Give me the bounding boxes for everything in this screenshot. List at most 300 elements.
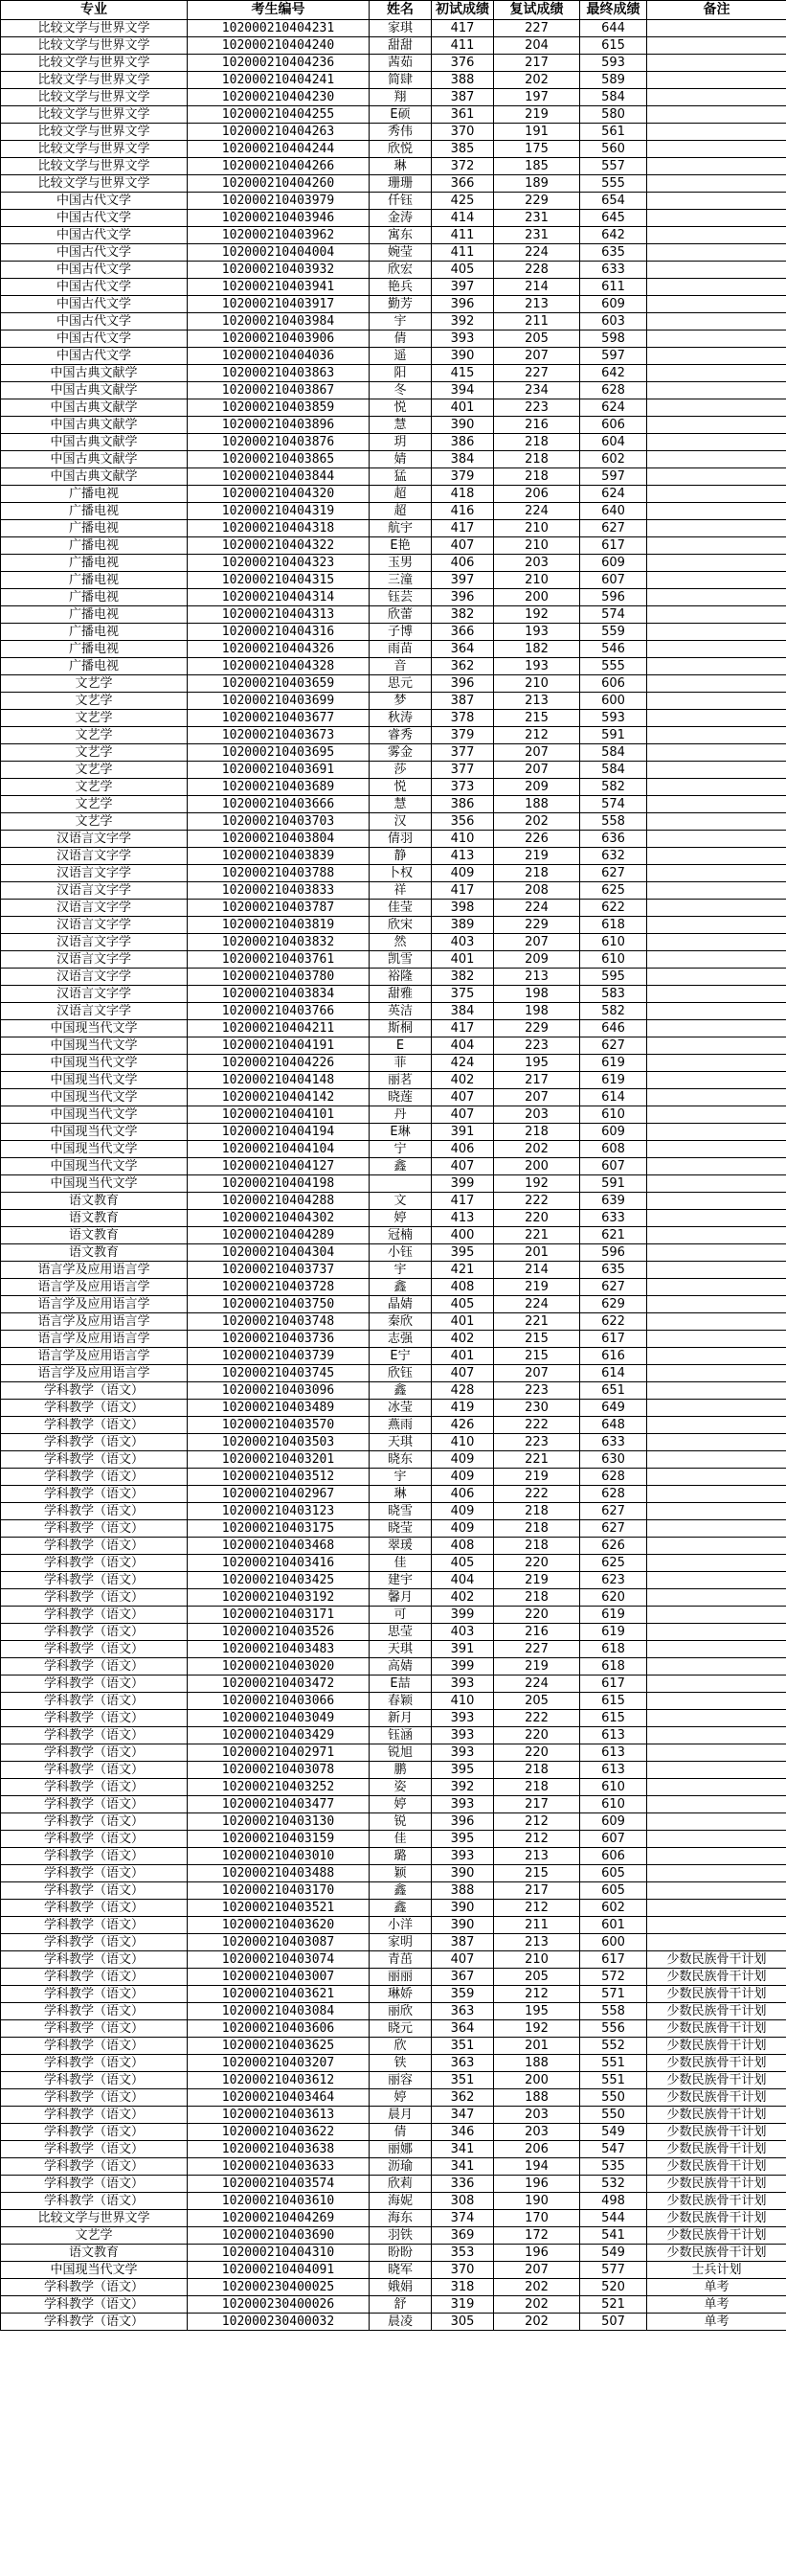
cell-remark (647, 158, 786, 175)
cell-exam-id: 102000210403659 (188, 675, 370, 693)
cell-prelim: 393 (432, 1676, 494, 1693)
cell-retest: 196 (494, 2245, 580, 2262)
cell-remark (647, 1710, 786, 1727)
cell-exam-id: 102000210403574 (188, 2176, 370, 2193)
cell-major: 学科教学（语文） (1, 2107, 188, 2124)
cell-remark (647, 744, 786, 762)
cell-name: 晶婧 (370, 1296, 432, 1313)
cell-name: 钰芸 (370, 589, 432, 606)
cell-retest: 192 (494, 2020, 580, 2038)
cell-name: 欣蕾 (370, 606, 432, 624)
cell-exam-id: 102000210404304 (188, 1244, 370, 1262)
cell-remark (647, 1020, 786, 1037)
table-row (1, 141, 786, 158)
table-row (1, 262, 786, 279)
cell-prelim: 390 (432, 417, 494, 434)
cell-exam-id: 102000210404255 (188, 106, 370, 124)
cell-final: 547 (580, 2141, 647, 2158)
cell-final: 617 (580, 1951, 647, 1969)
cell-major: 中国古典文献学 (1, 434, 188, 451)
cell-prelim: 386 (432, 434, 494, 451)
cell-major: 学科教学（语文） (1, 1727, 188, 1744)
cell-remark (647, 72, 786, 89)
cell-exam-id: 102000210404198 (188, 1175, 370, 1193)
cell-exam-id: 102000210403084 (188, 2003, 370, 2020)
cell-major: 中国现当代文学 (1, 2262, 188, 2279)
cell-prelim: 361 (432, 106, 494, 124)
cell-name: 宇 (370, 1262, 432, 1279)
cell-prelim: 428 (432, 1382, 494, 1400)
cell-prelim: 415 (432, 365, 494, 382)
cell-final: 521 (580, 2296, 647, 2314)
cell-name: 秀伟 (370, 124, 432, 141)
cell-prelim: 356 (432, 813, 494, 831)
cell-retest: 203 (494, 1106, 580, 1124)
cell-retest: 231 (494, 227, 580, 244)
cell-name: 佳 (370, 1831, 432, 1848)
cell-exam-id: 102000210404328 (188, 658, 370, 675)
cell-retest: 227 (494, 1641, 580, 1658)
cell-prelim: 393 (432, 1796, 494, 1813)
cell-final: 544 (580, 2210, 647, 2227)
table-row (1, 1210, 786, 1227)
cell-retest: 227 (494, 365, 580, 382)
cell-name: 玥 (370, 434, 432, 451)
cell-final: 535 (580, 2158, 647, 2176)
cell-major: 文艺学 (1, 813, 188, 831)
cell-name: 欣宏 (370, 262, 432, 279)
cell-final: 605 (580, 1865, 647, 1882)
cell-major: 语言学及应用语言学 (1, 1331, 188, 1348)
cell-retest: 206 (494, 2141, 580, 2158)
cell-name: 可 (370, 1607, 432, 1624)
cell-prelim: 409 (432, 1469, 494, 1486)
cell-prelim: 417 (432, 882, 494, 900)
cell-exam-id: 102000210403087 (188, 1934, 370, 1951)
cell-remark: 少数民族骨干计划 (647, 2089, 786, 2107)
cell-exam-id: 102000210403175 (188, 1520, 370, 1538)
cell-name: 娥娟 (370, 2279, 432, 2296)
cell-retest: 223 (494, 1382, 580, 1400)
cell-major: 学科教学（语文） (1, 1555, 188, 1572)
cell-final: 602 (580, 451, 647, 468)
cell-major: 学科教学（语文） (1, 2314, 188, 2331)
cell-name: 欣宋 (370, 917, 432, 934)
cell-retest: 200 (494, 2072, 580, 2089)
cell-name: 超 (370, 486, 432, 503)
cell-final: 557 (580, 158, 647, 175)
cell-retest: 207 (494, 1365, 580, 1382)
cell-retest: 217 (494, 1072, 580, 1089)
cell-exam-id: 102000210403941 (188, 279, 370, 296)
cell-prelim: 425 (432, 193, 494, 210)
cell-exam-id: 102000210403736 (188, 1331, 370, 1348)
cell-exam-id: 102000210403007 (188, 1969, 370, 1986)
cell-final: 635 (580, 1262, 647, 1279)
cell-exam-id: 102000210404148 (188, 1072, 370, 1089)
cell-remark (647, 20, 786, 37)
cell-major: 汉语言文字学 (1, 900, 188, 917)
table-row (1, 2124, 786, 2141)
cell-exam-id: 102000210403699 (188, 693, 370, 710)
cell-final: 618 (580, 1658, 647, 1676)
cell-retest: 222 (494, 1486, 580, 1503)
cell-final: 615 (580, 1693, 647, 1710)
cell-major: 语言学及应用语言学 (1, 1348, 188, 1365)
table-row (1, 900, 786, 917)
cell-name: 沥瑜 (370, 2158, 432, 2176)
cell-major: 中国古代文学 (1, 262, 188, 279)
cell-remark (647, 1296, 786, 1313)
cell-exam-id: 102000210404322 (188, 537, 370, 555)
table-row (1, 175, 786, 193)
cell-major: 中国现当代文学 (1, 1037, 188, 1055)
cell-retest: 219 (494, 848, 580, 865)
table-row (1, 1900, 786, 1917)
cell-major: 广播电视 (1, 572, 188, 589)
cell-remark (647, 589, 786, 606)
cell-retest: 217 (494, 1882, 580, 1900)
cell-final: 602 (580, 1900, 647, 1917)
cell-final: 646 (580, 1020, 647, 1037)
cell-exam-id: 102000210403859 (188, 399, 370, 417)
table-row (1, 1848, 786, 1865)
cell-retest: 202 (494, 72, 580, 89)
cell-major: 广播电视 (1, 589, 188, 606)
cell-final: 552 (580, 2038, 647, 2055)
cell-prelim: 341 (432, 2141, 494, 2158)
cell-final: 609 (580, 1124, 647, 1141)
cell-remark (647, 796, 786, 813)
cell-exam-id: 102000210403666 (188, 796, 370, 813)
cell-name: 晨月 (370, 2107, 432, 2124)
cell-final: 628 (580, 1486, 647, 1503)
table-row (1, 1710, 786, 1727)
table-row (1, 1313, 786, 1331)
table-row (1, 106, 786, 124)
cell-exam-id: 102000210403984 (188, 313, 370, 331)
header-final-score: 最终成绩 (580, 1, 647, 20)
cell-prelim: 362 (432, 658, 494, 675)
cell-exam-id: 102000210403761 (188, 951, 370, 969)
cell-prelim: 401 (432, 1313, 494, 1331)
cell-major: 汉语言文字学 (1, 917, 188, 934)
cell-prelim: 366 (432, 175, 494, 193)
cell-prelim: 372 (432, 158, 494, 175)
cell-remark: 少数民族骨干计划 (647, 2072, 786, 2089)
table-row (1, 1589, 786, 1607)
cell-retest: 195 (494, 2003, 580, 2020)
cell-prelim: 382 (432, 606, 494, 624)
cell-prelim: 393 (432, 1727, 494, 1744)
cell-remark (647, 1469, 786, 1486)
cell-exam-id: 102000210403748 (188, 1313, 370, 1331)
cell-major: 文艺学 (1, 2227, 188, 2245)
cell-retest: 210 (494, 1951, 580, 1969)
cell-exam-id: 102000210403521 (188, 1900, 370, 1917)
table-row (1, 727, 786, 744)
cell-name: 海妮 (370, 2193, 432, 2210)
cell-remark (647, 1451, 786, 1469)
table-row (1, 2089, 786, 2107)
cell-remark (647, 1227, 786, 1244)
cell-name: 子博 (370, 624, 432, 641)
cell-major: 中国现当代文学 (1, 1141, 188, 1158)
cell-retest: 217 (494, 1796, 580, 1813)
cell-prelim: 351 (432, 2072, 494, 2089)
cell-retest: 218 (494, 468, 580, 486)
cell-major: 语文教育 (1, 1193, 188, 1210)
cell-exam-id: 102000210403078 (188, 1762, 370, 1779)
cell-retest: 203 (494, 2124, 580, 2141)
cell-remark (647, 537, 786, 555)
table-row (1, 1951, 786, 1969)
cell-major: 学科教学（语文） (1, 1589, 188, 1607)
cell-retest: 194 (494, 2158, 580, 2176)
cell-retest: 190 (494, 2193, 580, 2210)
cell-name: 璐 (370, 1848, 432, 1865)
cell-remark: 少数民族骨干计划 (647, 1969, 786, 1986)
cell-remark: 少数民族骨干计划 (647, 2020, 786, 2038)
cell-name: 新月 (370, 1710, 432, 1727)
cell-exam-id: 102000210404323 (188, 555, 370, 572)
cell-exam-id: 102000210404236 (188, 55, 370, 72)
header-major: 专业 (1, 1, 188, 20)
cell-retest: 218 (494, 1538, 580, 1555)
cell-major: 汉语言文字学 (1, 831, 188, 848)
table-row (1, 210, 786, 227)
cell-retest: 226 (494, 831, 580, 848)
cell-name: 慧 (370, 796, 432, 813)
cell-name: 然 (370, 934, 432, 951)
cell-final: 616 (580, 1348, 647, 1365)
cell-major: 学科教学（语文） (1, 1676, 188, 1693)
cell-exam-id: 102000210403171 (188, 1607, 370, 1624)
cell-retest: 218 (494, 434, 580, 451)
cell-retest: 210 (494, 675, 580, 693)
cell-final: 617 (580, 537, 647, 555)
table-row (1, 2227, 786, 2245)
cell-retest: 212 (494, 1831, 580, 1848)
cell-remark: 少数民族骨干计划 (647, 2227, 786, 2245)
cell-exam-id: 102000210404191 (188, 1037, 370, 1055)
cell-name: 羽铁 (370, 2227, 432, 2245)
table-row (1, 1055, 786, 1072)
cell-retest: 212 (494, 727, 580, 744)
cell-final: 619 (580, 1607, 647, 1624)
cell-major: 学科教学（语文） (1, 1779, 188, 1796)
cell-name: 锐 (370, 1813, 432, 1831)
cell-prelim: 406 (432, 1141, 494, 1158)
cell-final: 604 (580, 434, 647, 451)
table-row (1, 2245, 786, 2262)
cell-major: 中国古典文献学 (1, 365, 188, 382)
cell-retest: 195 (494, 1055, 580, 1072)
cell-remark (647, 1934, 786, 1951)
cell-final: 584 (580, 89, 647, 106)
table-row (1, 279, 786, 296)
cell-major: 学科教学（语文） (1, 2296, 188, 2314)
cell-retest: 212 (494, 1900, 580, 1917)
cell-final: 498 (580, 2193, 647, 2210)
cell-final: 556 (580, 2020, 647, 2038)
cell-name: 婷 (370, 2089, 432, 2107)
cell-name: 婧 (370, 451, 432, 468)
table-row (1, 537, 786, 555)
cell-remark (647, 658, 786, 675)
cell-major: 汉语言文字学 (1, 969, 188, 986)
cell-remark (647, 1003, 786, 1020)
cell-name: 玉男 (370, 555, 432, 572)
cell-name: 阳 (370, 365, 432, 382)
cell-prelim: 406 (432, 555, 494, 572)
cell-final: 507 (580, 2314, 647, 2331)
table-row (1, 1520, 786, 1538)
cell-prelim: 394 (432, 382, 494, 399)
cell-prelim: 391 (432, 1124, 494, 1141)
cell-final: 603 (580, 313, 647, 331)
cell-final: 640 (580, 503, 647, 520)
cell-prelim: 398 (432, 900, 494, 917)
cell-retest: 224 (494, 1296, 580, 1313)
cell-name: 遥 (370, 348, 432, 365)
table-row (1, 710, 786, 727)
cell-remark (647, 331, 786, 348)
cell-prelim: 376 (432, 55, 494, 72)
cell-prelim: 417 (432, 1020, 494, 1037)
cell-prelim: 305 (432, 2314, 494, 2331)
cell-retest: 222 (494, 1193, 580, 1210)
cell-prelim: 388 (432, 1882, 494, 1900)
cell-remark (647, 365, 786, 382)
table-row (1, 365, 786, 382)
cell-final: 625 (580, 882, 647, 900)
cell-name: 翔 (370, 89, 432, 106)
cell-name: 婷 (370, 1796, 432, 1813)
cell-name: 冬 (370, 382, 432, 399)
cell-prelim: 403 (432, 934, 494, 951)
cell-prelim: 419 (432, 1400, 494, 1417)
cell-name: 冠楠 (370, 1227, 432, 1244)
cell-major: 文艺学 (1, 796, 188, 813)
table-row (1, 89, 786, 106)
cell-remark (647, 917, 786, 934)
cell-exam-id: 102000210403503 (188, 1434, 370, 1451)
cell-exam-id: 102000210404320 (188, 486, 370, 503)
cell-remark: 少数民族骨干计划 (647, 2003, 786, 2020)
cell-prelim: 402 (432, 1072, 494, 1089)
table-row (1, 1020, 786, 1037)
cell-major: 广播电视 (1, 520, 188, 537)
cell-retest: 220 (494, 1607, 580, 1624)
cell-prelim: 396 (432, 675, 494, 693)
cell-exam-id: 102000210403488 (188, 1865, 370, 1882)
table-row (1, 244, 786, 262)
cell-final: 628 (580, 1469, 647, 1486)
table-row (1, 1969, 786, 1986)
cell-retest: 198 (494, 1003, 580, 1020)
cell-remark (647, 262, 786, 279)
cell-final: 624 (580, 486, 647, 503)
cell-remark (647, 1262, 786, 1279)
cell-final: 628 (580, 382, 647, 399)
cell-name: 宁 (370, 1141, 432, 1158)
cell-retest: 207 (494, 934, 580, 951)
table-row (1, 1572, 786, 1589)
cell-name: 茜茹 (370, 55, 432, 72)
cell-major: 语言学及应用语言学 (1, 1313, 188, 1331)
cell-remark (647, 55, 786, 72)
table-row (1, 641, 786, 658)
table-row (1, 796, 786, 813)
cell-major: 中国古代文学 (1, 313, 188, 331)
table-row (1, 813, 786, 831)
cell-retest: 222 (494, 1710, 580, 1727)
cell-prelim: 410 (432, 1693, 494, 1710)
cell-name: 雾金 (370, 744, 432, 762)
cell-final: 648 (580, 1417, 647, 1434)
table-row (1, 1796, 786, 1813)
cell-exam-id: 102000210403170 (188, 1882, 370, 1900)
cell-final: 621 (580, 1227, 647, 1244)
cell-remark (647, 969, 786, 986)
table-row (1, 1555, 786, 1572)
cell-retest: 192 (494, 1175, 580, 1193)
cell-exam-id: 102000210404289 (188, 1227, 370, 1244)
cell-remark (647, 1141, 786, 1158)
table-row (1, 331, 786, 348)
cell-remark (647, 1831, 786, 1848)
cell-prelim: 411 (432, 37, 494, 55)
cell-prelim: 367 (432, 1969, 494, 1986)
cell-final: 626 (580, 1538, 647, 1555)
cell-major: 文艺学 (1, 710, 188, 727)
cell-name: 盼盼 (370, 2245, 432, 2262)
cell-retest: 191 (494, 124, 580, 141)
cell-name: 宇 (370, 313, 432, 331)
table-row (1, 1676, 786, 1693)
cell-retest: 201 (494, 2038, 580, 2055)
cell-retest: 202 (494, 813, 580, 831)
cell-major: 学科教学（语文） (1, 1451, 188, 1469)
cell-major: 比较文学与世界文学 (1, 175, 188, 193)
cell-final: 629 (580, 1296, 647, 1313)
cell-final: 520 (580, 2279, 647, 2296)
table-row (1, 882, 786, 900)
cell-exam-id: 102000210403207 (188, 2055, 370, 2072)
cell-final: 610 (580, 1796, 647, 1813)
cell-remark (647, 1589, 786, 1607)
cell-prelim: 366 (432, 624, 494, 641)
cell-final: 555 (580, 175, 647, 193)
cell-exam-id: 102000210403788 (188, 865, 370, 882)
cell-major: 学科教学（语文） (1, 1710, 188, 1727)
cell-major: 学科教学（语文） (1, 1917, 188, 1934)
cell-exam-id: 102000210404244 (188, 141, 370, 158)
cell-final: 582 (580, 779, 647, 796)
cell-final: 613 (580, 1762, 647, 1779)
cell-prelim: 318 (432, 2279, 494, 2296)
table-row (1, 1227, 786, 1244)
cell-remark (647, 227, 786, 244)
cell-remark (647, 106, 786, 124)
cell-exam-id: 102000210403620 (188, 1917, 370, 1934)
cell-exam-id: 102000210403690 (188, 2227, 370, 2245)
header-prelim-score: 初试成绩 (432, 1, 494, 20)
table-row (1, 951, 786, 969)
cell-major: 学科教学（语文） (1, 1486, 188, 1503)
table-row (1, 2210, 786, 2227)
